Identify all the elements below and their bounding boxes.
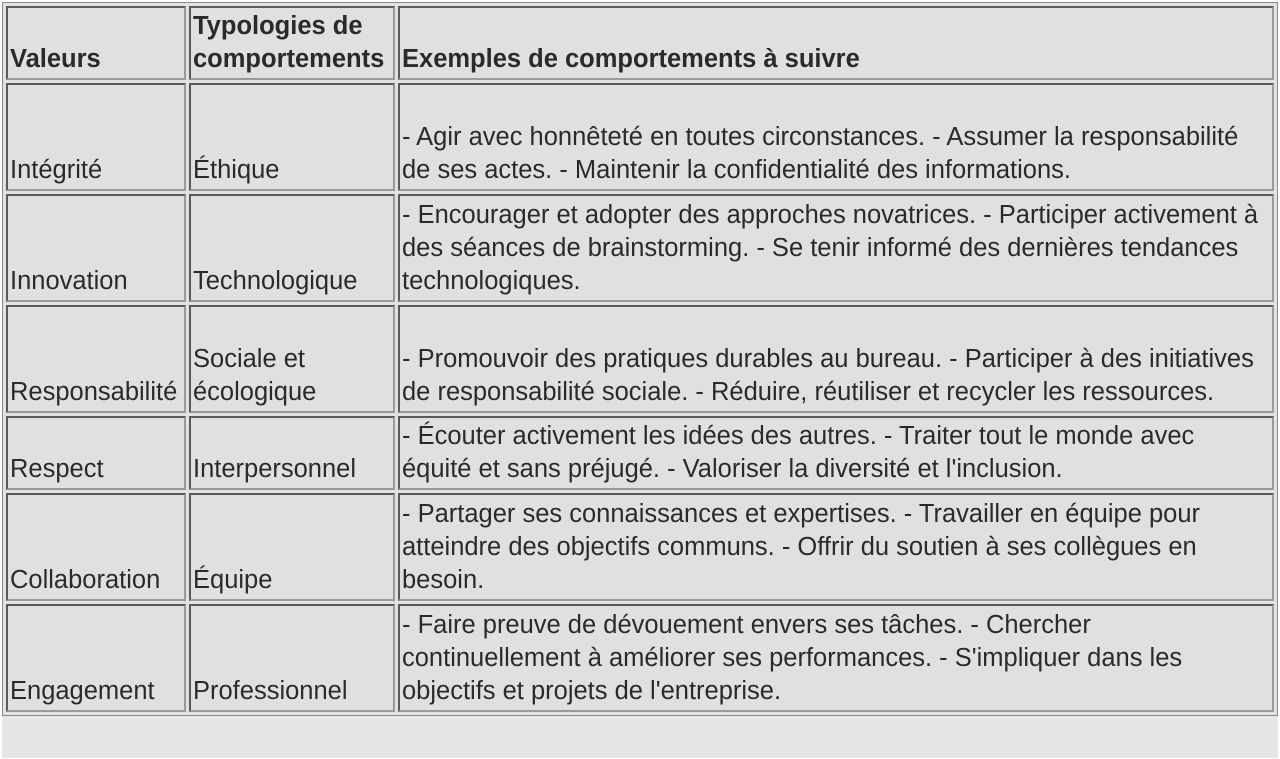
cell-value: Engagement [6, 604, 186, 712]
cell-examples: - Promouvoir des pratiques durables au bureau. - Participer à des initiatives de responsabilité sociale. - Réduire, réutiliser et recycler les ressources. [398, 305, 1274, 413]
cell-value: Intégrité [6, 83, 186, 191]
table-row [6, 305, 1274, 413]
cell-value: Collaboration [6, 493, 186, 601]
cell-examples: - Partager ses connaissances et expertises. - Travailler en équipe pour atteindre des objectifs communs. - Offrir du soutien à ses collègues en besoin. [398, 493, 1274, 601]
table-row [6, 416, 1274, 490]
cell-value: Innovation [6, 194, 186, 302]
cell-typology: Éthique [189, 83, 395, 191]
cell-typology: Technologique [189, 194, 395, 302]
values-table-container [2, 2, 1278, 758]
cell-typology: Équipe [189, 493, 395, 601]
table-row [6, 83, 1274, 191]
cell-value: Respect [6, 416, 186, 490]
cell-examples: - Encourager et adopter des approches novatrices. - Participer activement à des séances de brainstorming. - Se tenir informé des dernières tendances technologiques. [398, 194, 1274, 302]
cell-value: Responsabilité [6, 305, 186, 413]
table-row [6, 194, 1274, 302]
cell-examples: - Faire preuve de dévouement envers ses tâches. - Chercher continuellement à améliorer ses performances. - S'impliquer dans les objectifs et projets de l'entreprise. [398, 604, 1274, 712]
cell-typology: Sociale et écologique [189, 305, 395, 413]
cell-examples: - Écouter activement les idées des autres. - Traiter tout le monde avec équité et sans préjugé. - Valoriser la diversité et l'inclusion. [398, 416, 1274, 490]
header-values: Valeurs [6, 6, 186, 80]
table-row [6, 604, 1274, 712]
header-row [6, 6, 1274, 80]
values-behaviors-table [2, 2, 1278, 716]
cell-typology: Interpersonnel [189, 416, 395, 490]
header-typologies: Typologies de comportements [189, 6, 395, 80]
cell-examples: - Agir avec honnêteté en toutes circonstances. - Assumer la responsabilité de ses actes. - Maintenir la confidentialité des informations. [398, 83, 1274, 191]
table-row [6, 493, 1274, 601]
cell-typology: Professionnel [189, 604, 395, 712]
header-examples: Exemples de comportements à suivre [398, 6, 1274, 80]
